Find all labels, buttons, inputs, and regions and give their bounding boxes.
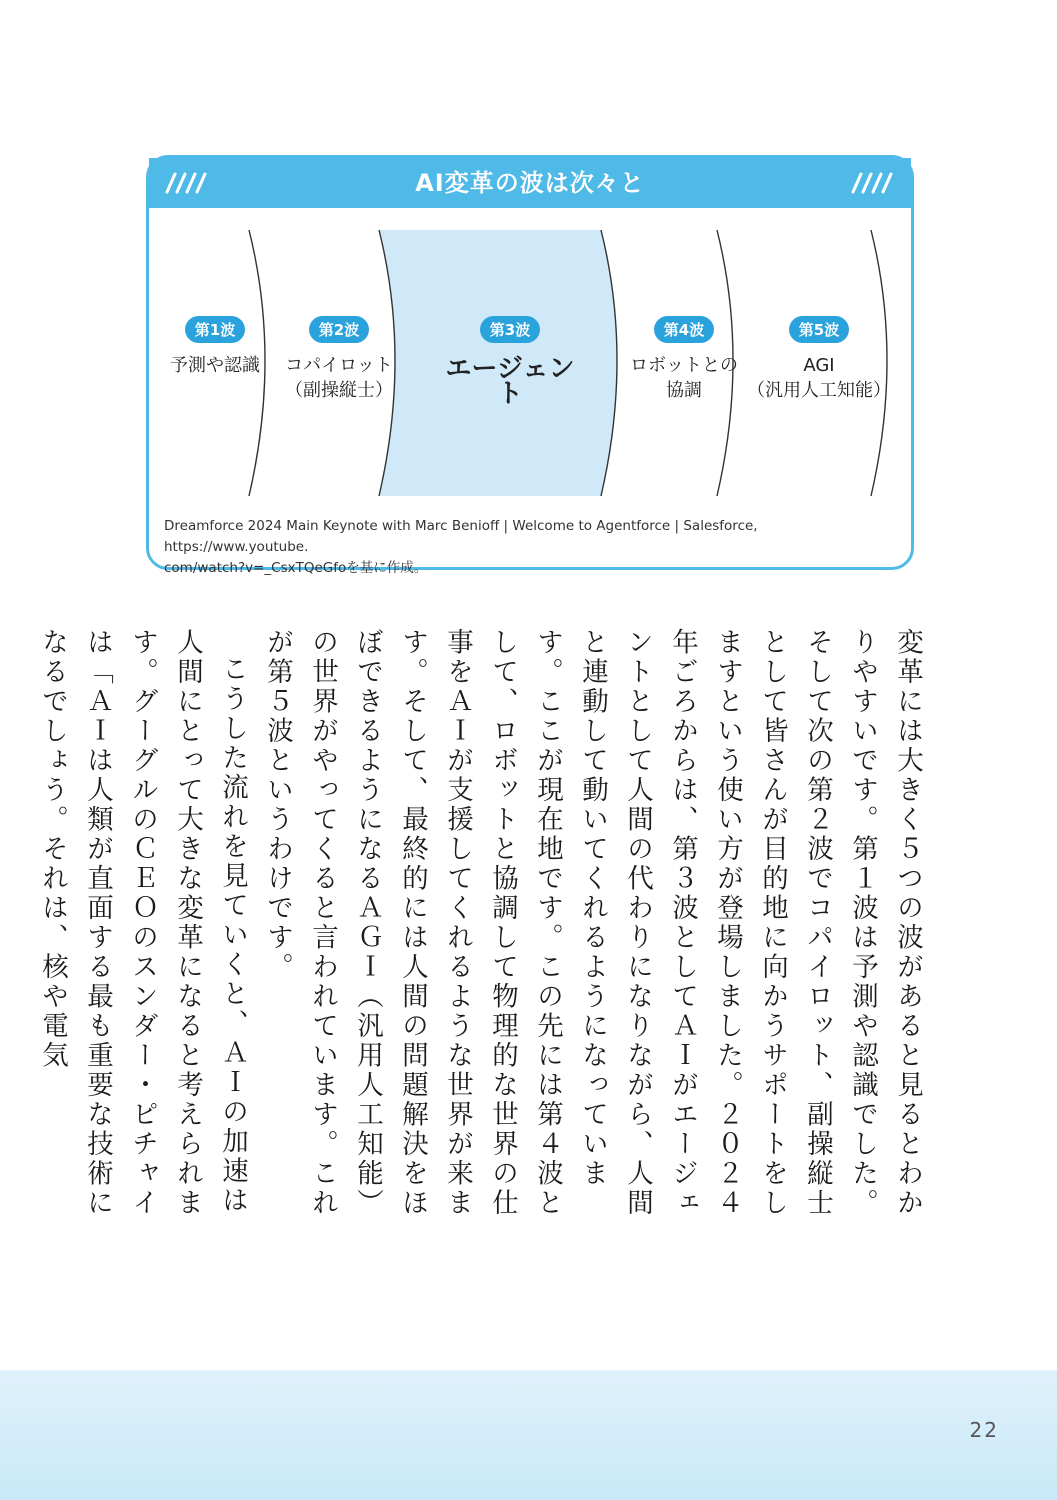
figure-header (149, 158, 911, 208)
wave-5-name: AGI (803, 355, 835, 376)
wave-1-name: 予測や認識 (170, 355, 260, 376)
wave-4-name: ロボットとの (630, 355, 738, 376)
figure-ai-waves (146, 155, 914, 576)
wave-2-sub: （副操縦士） (285, 380, 393, 401)
wave-2 (269, 316, 409, 403)
stripes-decoration-icon (849, 172, 897, 194)
body-text (37, 628, 930, 1238)
body-paragraph-1: 変革には大きく５つの波があると見るとわかりやすいです。第１波は予測や認識でした。そして次の第２波でコパイロット、副操縦士として皆さんが目的地に向かうサポートをしますという使い方が登場しました。２０２４年ごろからは、第３波としてＡＩがエージェントとして人間の代わりになりながら、人間と連動して動いてくれるようになっています。ここが現在地です。この先には第４波として、ロボットと協調して物理的な世界の仕事をＡＩが支援してくれるような世界が来ます。そして、最終的には人間の問題解決をほぼできるようになるＡＧＩ（汎用人工知能）の世界がやってくると言われています。これが第５波というわけです。 (262, 628, 923, 1218)
source-line-1: Dreamforce 2024 Main Keynote with Marc Benioff | Welcome to Agentforce | Salesforce, https://www.youtube. (164, 518, 758, 555)
source-line-2: com/watch?v=_CsxTQeGfoを基に作成。 (164, 560, 428, 576)
wave-3-name: エージェント (445, 354, 575, 409)
page-footer (0, 1370, 1057, 1500)
wave-3 (435, 316, 585, 407)
wave-5 (729, 316, 909, 403)
wave-3-badge: 第3波 (480, 316, 540, 343)
wave-2-badge: 第2波 (309, 316, 369, 343)
figure-source-note (164, 516, 894, 579)
figure-title: AI変革の波は次々と (415, 169, 645, 197)
wave-1 (145, 316, 285, 378)
wave-5-sub: （汎用人工知能） (747, 380, 891, 401)
wave-1-badge: 第1波 (185, 316, 245, 343)
page-number: 22 (969, 1418, 999, 1442)
wave-5-badge: 第5波 (789, 316, 849, 343)
wave-4-sub: 協調 (666, 380, 702, 401)
wave-2-name: コパイロット (285, 355, 393, 376)
wave-4-badge: 第4波 (654, 316, 714, 343)
body-paragraph-2: こうした流れを見ていくと、ＡＩの加速は人間にとって大きな変革になると考えられます。グーグルのＣＥＯのスンダー・ピチャイは「ＡＩは人類が直面する最も重要な技術になるでしょう。それは、核や電気 (37, 628, 248, 1218)
